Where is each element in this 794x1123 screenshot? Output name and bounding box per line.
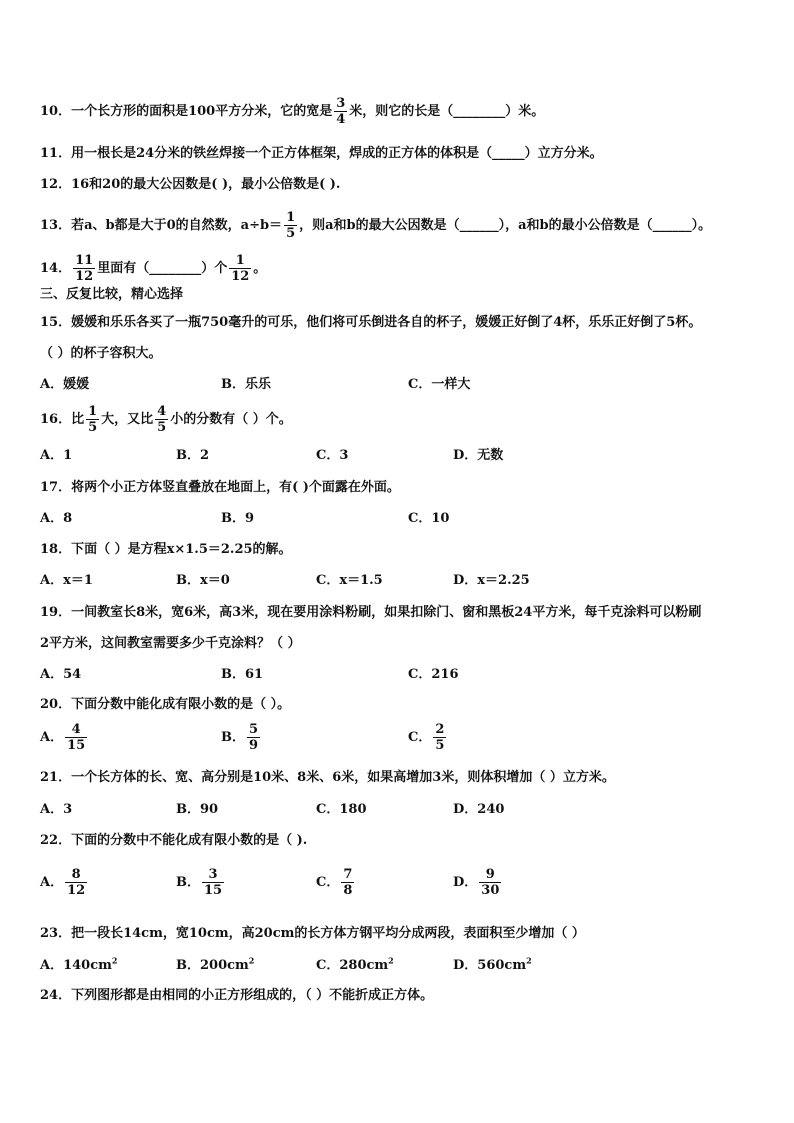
q17-option-c[interactable]: C．10: [408, 511, 450, 526]
q21-option-c[interactable]: C．180: [316, 802, 367, 817]
q18-option-b[interactable]: B．x＝0: [176, 573, 230, 588]
question-13: [40, 210, 711, 241]
fraction-denominator: 4: [336, 112, 346, 127]
option-fraction: [65, 722, 87, 753]
fraction-numerator: 5: [249, 722, 259, 737]
option-fraction: [202, 867, 224, 898]
option-label: B．: [176, 875, 200, 890]
question-23: 23．把一段长14cm，宽10cm，高20cm的长方体方钢平均分成两段，表面积至少增加（ ）: [40, 926, 585, 941]
fraction-denominator: 8: [343, 883, 353, 898]
fraction-denominator: 30: [481, 883, 500, 898]
question-15-line-1: 15．媛媛和乐乐各买了一瓶750毫升的可乐，他们将可乐倒进各自的杯子，媛媛正好倒了4杯，乐乐正好倒了5杯。: [40, 315, 702, 330]
fraction-numerator: 8: [71, 867, 81, 882]
fraction-numerator: 9: [485, 867, 495, 882]
q13-fraction: [284, 210, 297, 241]
fraction-denominator: 5: [435, 738, 445, 753]
question-16: [40, 404, 292, 435]
q22-option-a[interactable]: [40, 867, 89, 898]
question-21: 21．一个长方体的长、宽、高分别是10米、8米、6米，如果高增加3米，则体积增加（ ）立方米。: [40, 770, 615, 785]
q15-option-b[interactable]: B．乐乐: [221, 377, 271, 392]
q14-text-mid: 里面有（________）个: [97, 261, 228, 276]
fraction-numerator: 1: [88, 404, 98, 419]
option-fraction: [247, 722, 260, 753]
option-value: A．140cm: [40, 958, 112, 973]
option-fraction: [479, 867, 501, 898]
fraction-denominator: 15: [67, 738, 86, 753]
q23-option-d[interactable]: [453, 955, 532, 974]
q19-option-b[interactable]: B．61: [221, 667, 264, 682]
q16-option-c[interactable]: C．3: [316, 448, 349, 463]
q15-option-a[interactable]: A．媛媛: [40, 377, 90, 392]
q13-text-pre: 13．若a、b都是大于0的自然数，a÷b＝: [40, 218, 283, 233]
question-19-line-1: 19．一间教室长8米，宽6米，高3米，现在要用涂料粉刷，如果扣除门、窗和黑板24平方米，每千克涂料可以粉刷: [40, 605, 702, 620]
q16-text-post: 小的分数有（ ）个。: [170, 412, 292, 427]
q14-fraction-1: [73, 253, 95, 284]
fraction-numerator: 4: [157, 404, 167, 419]
q16-option-d[interactable]: D．无数: [453, 448, 504, 463]
q16-option-a[interactable]: A．1: [40, 448, 73, 463]
q17-option-a[interactable]: A．8: [40, 511, 73, 526]
superscript: 2: [526, 955, 532, 966]
option-label: D．: [453, 875, 478, 890]
q15-option-c[interactable]: C．一样大: [408, 377, 471, 392]
q13-text-post: ，则a和b的最大公因数是（______），a和b的最小公倍数是（______）。: [299, 218, 712, 233]
fraction-denominator: 12: [67, 883, 86, 898]
question-11: 11．用一根长是24分米的铁丝焊接一个正方体框架，焊成的正方体的体积是（_____）立方分米。: [40, 146, 603, 161]
option-value: C．280cm: [316, 958, 389, 973]
fraction-numerator: 4: [71, 722, 81, 737]
fraction-denominator: 5: [88, 420, 98, 435]
option-label: C．: [408, 730, 432, 745]
q19-option-c[interactable]: C．216: [408, 667, 459, 682]
fraction-numerator: 2: [435, 722, 445, 737]
q21-option-d[interactable]: D．240: [453, 802, 505, 817]
option-fraction: [433, 722, 446, 753]
q19-option-a[interactable]: A．54: [40, 667, 82, 682]
superscript: 2: [111, 955, 118, 966]
question-12: 12．16和20的最大公因数是( )，最小公倍数是( ).: [40, 177, 341, 192]
q16-option-b[interactable]: B．2: [176, 448, 210, 463]
q16-text-mid: 大，又比: [101, 412, 154, 427]
q22-option-c[interactable]: [316, 867, 356, 898]
option-fraction: [65, 867, 87, 898]
question-22: 22．下面的分数中不能化成有限小数的是（ ).: [40, 833, 308, 848]
q22-option-b[interactable]: [176, 867, 226, 898]
fraction-denominator: 12: [75, 269, 94, 284]
option-fraction: [341, 867, 354, 898]
q20-option-b[interactable]: [221, 722, 262, 753]
q21-option-a[interactable]: A．3: [40, 802, 73, 817]
question-20: 20．下面分数中能化成有限小数的是（ ）。: [40, 697, 291, 712]
question-10: [40, 96, 544, 127]
q18-option-d[interactable]: D．x＝2.25: [453, 573, 530, 588]
question-17: 17．将两个小正方体竖直叠放在地面上，有( )个面露在外面。: [40, 480, 400, 495]
question-15-line-2: （ ）的杯子容积大。: [40, 346, 162, 361]
fraction-denominator: 12: [231, 269, 250, 284]
question-14: [40, 253, 266, 284]
q16-text-pre: 16．比: [40, 412, 85, 427]
q23-option-b[interactable]: [176, 955, 255, 974]
question-18: 18．下面（ ）是方程x×1.5＝2.25的解。: [40, 542, 292, 557]
option-label: B．: [221, 730, 245, 745]
q16-fraction-2: [155, 404, 168, 435]
q22-option-d[interactable]: [453, 867, 503, 898]
fraction-denominator: 5: [157, 420, 167, 435]
q10-text-post: 米，则它的长是（________）米。: [349, 104, 545, 119]
question-19-line-2: 2平方米，这间教室需要多少千克涂料？（ ）: [40, 636, 301, 651]
fraction-numerator: 7: [343, 867, 353, 882]
option-label: A．: [40, 730, 64, 745]
option-label: C．: [316, 875, 340, 890]
question-24: 24．下列图形都是由相同的小正方形组成的，（ ）不能折成正方体。: [40, 988, 434, 1003]
q18-option-a[interactable]: A．x＝1: [40, 573, 93, 588]
option-value: B．200cm: [176, 958, 249, 973]
q18-option-c[interactable]: C．x＝1.5: [316, 573, 383, 588]
option-value: D．560cm: [453, 958, 527, 973]
q20-option-a[interactable]: [40, 722, 89, 753]
q23-option-c[interactable]: [316, 955, 394, 974]
q20-option-c[interactable]: [408, 722, 448, 753]
q21-option-b[interactable]: B．90: [176, 802, 219, 817]
superscript: 2: [248, 955, 255, 966]
q14-label: 14．: [40, 261, 72, 276]
fraction-numerator: 1: [286, 210, 296, 225]
q14-fraction-2: [229, 253, 251, 284]
section-title: 三、反复比较，精心选择: [40, 287, 184, 302]
fraction-numerator: 1: [235, 253, 245, 268]
fraction-numerator: 3: [336, 96, 346, 111]
q10-fraction: [334, 96, 347, 127]
fraction-numerator: 3: [208, 867, 218, 882]
fraction-numerator: 11: [75, 253, 94, 268]
superscript: 2: [388, 955, 394, 966]
fraction-denominator: 9: [249, 738, 259, 753]
q16-fraction-1: [86, 404, 99, 435]
q23-option-a[interactable]: [40, 955, 118, 974]
q10-text-pre: 10．一个长方形的面积是100平方分米，它的宽是: [40, 104, 333, 119]
q14-text-post: 。: [253, 261, 267, 276]
fraction-denominator: 15: [204, 883, 223, 898]
fraction-denominator: 5: [286, 226, 296, 241]
option-label: A．: [40, 875, 64, 890]
q17-option-b[interactable]: B．9: [221, 511, 255, 526]
